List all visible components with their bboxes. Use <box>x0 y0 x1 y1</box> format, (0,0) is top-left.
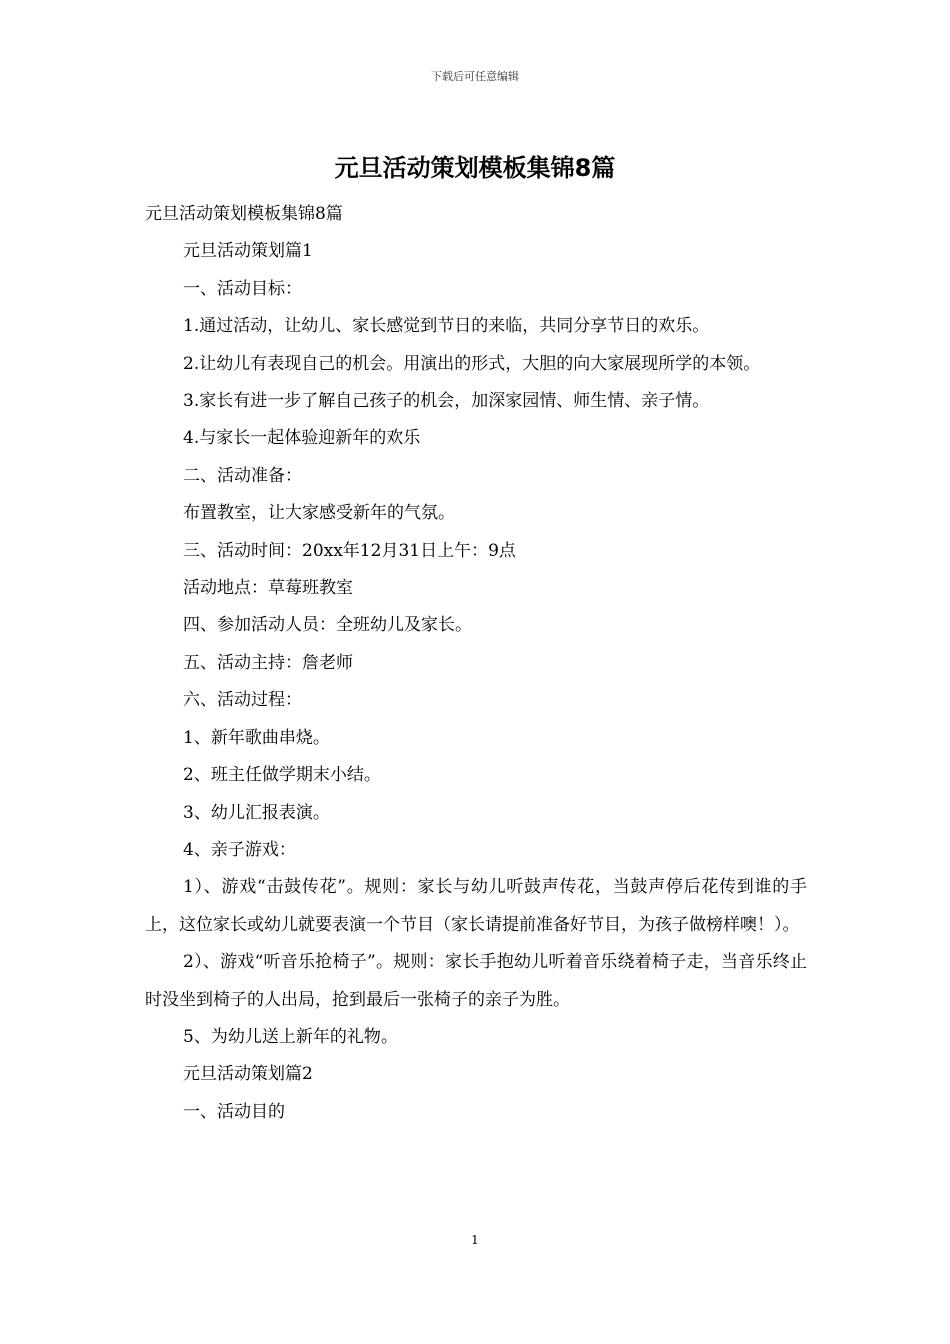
paragraph: 二、活动准备： <box>183 465 302 486</box>
paragraph: 一、活动目标： <box>183 278 302 299</box>
page-header: 下载后可任意编辑 <box>431 70 519 83</box>
paragraph: 三、活动时间：20xx年12月31日上午：9点 <box>183 540 516 561</box>
document-title: 元旦活动策划模板集锦8篇 <box>334 154 616 182</box>
paragraph: 活动地点：草莓班教室 <box>183 578 353 599</box>
paragraph: 2.让幼儿有表现自己的机会。用演出的形式，大胆的向大家展现所学的本领。 <box>183 353 761 374</box>
paragraph: 1）、游戏“击鼓传花”。规则：家长与幼儿听鼓声传花，当鼓声停后花传到谁的手上，这位家长或幼儿就要表演一个节目（家长请提前准备好节目，为孩子做榜样噢！）。 <box>145 877 807 935</box>
paragraph: 1、新年歌曲串烧。 <box>183 727 330 748</box>
paragraph: 5、为幼儿送上新年的礼物。 <box>183 1026 398 1047</box>
section-heading: 元旦活动策划篇1 <box>183 241 313 262</box>
paragraph: 2、班主任做学期末小结。 <box>183 765 381 786</box>
paragraph: 一、活动目的 <box>183 1101 285 1122</box>
paragraph: 3、幼儿汇报表演。 <box>183 802 330 823</box>
paragraph: 元旦活动策划模板集锦8篇 <box>145 204 343 224</box>
paragraph: 六、活动过程： <box>183 690 302 711</box>
page-number: 1 <box>471 1233 479 1247</box>
paragraph: 2）、游戏“听音乐抢椅子”。规则：家长手抱幼儿听着音乐绕着椅子走，当音乐终止时没坐到椅子的人出局，抢到最后一张椅子的亲子为胜。 <box>145 952 807 1010</box>
paragraph: 五、活动主持：詹老师 <box>183 652 353 673</box>
paragraph: 1.通过活动，让幼儿、家长感觉到节日的来临，共同分享节日的欢乐。 <box>183 316 710 337</box>
paragraph: 布置教室，让大家感受新年的气氛。 <box>183 503 455 524</box>
document-body <box>145 196 807 1131</box>
paragraph: 4.与家长一起体验迎新年的欢乐 <box>183 428 421 449</box>
section-heading: 元旦活动策划篇2 <box>183 1064 313 1085</box>
paragraph: 3.家长有进一步了解自己孩子的机会，加深家园情、师生情、亲子情。 <box>183 391 710 412</box>
paragraph: 4、亲子游戏： <box>183 839 296 860</box>
paragraph: 四、参加活动人员：全班幼儿及家长。 <box>183 615 472 636</box>
